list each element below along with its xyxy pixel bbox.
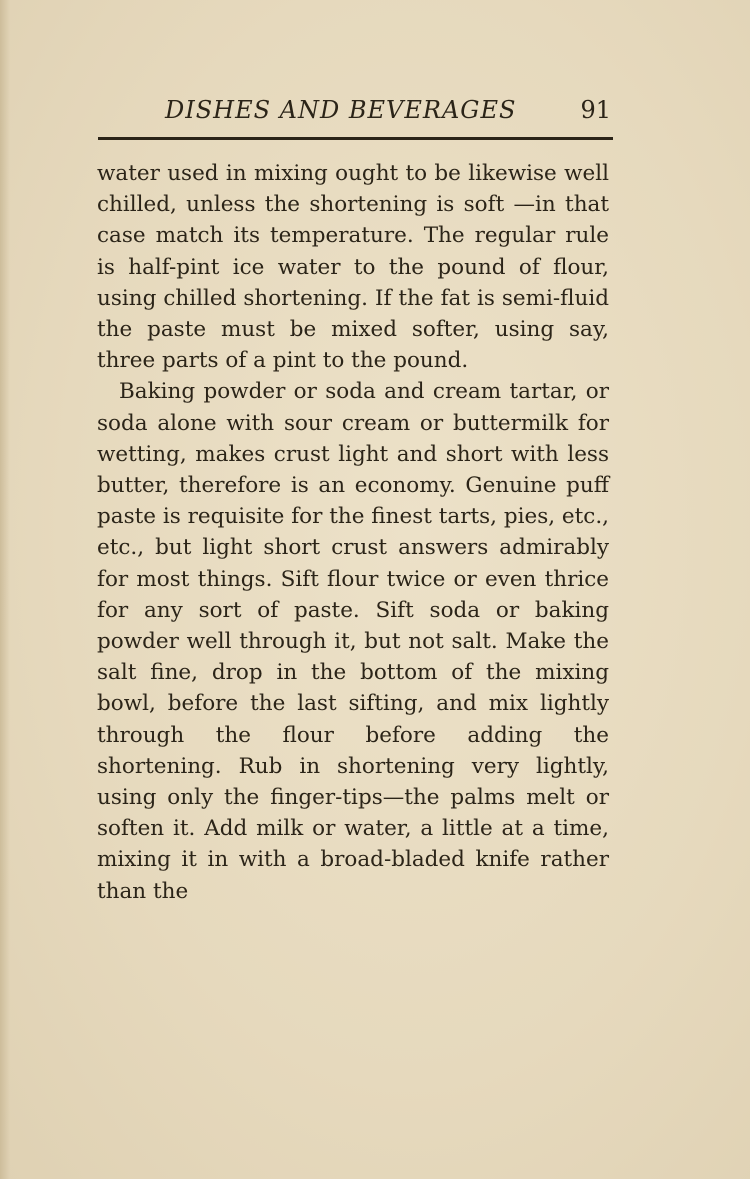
running-head-title: DISHES AND BEVERAGES [165, 96, 517, 124]
running-head [95, 96, 615, 136]
body-text [97, 158, 609, 907]
paragraph-continued: water used in mixing ought to be likewise well chilled, unless the shortening is soft —in that case match its temperature. The regular rule is half-pint ice water to the pound of flour, using chilled shortening. If the fat is semi-fluid the paste must be mixed softer, using say, three parts of a pint to the pound. [97, 161, 609, 374]
header-rule [98, 137, 613, 140]
page-number: 91 [580, 96, 611, 124]
paragraph-baking-powder: Baking powder or soda and cream tartar, or soda alone with sour cream or buttermilk for wetting, makes crust light and short with less butter, therefore is an economy. Genuine puff paste is requisite for the finest tarts, pies, etc., etc., but light short crust answers admirably for most things. Sift flour twice or even thrice for any sort of paste. Sift soda or baking powder well through it, but not salt. Make the salt fine, drop in the bottom of the mixing bowl, before the last sifting, and mix lightly through the flour before adding the shortening. Rub in shortening very lightly, using only the finger-tips—the palms melt or soften it. Add milk or water, a little at a time, mixing it in with a broad-bladed knife rather than the [97, 379, 609, 904]
binding-shadow [0, 0, 10, 1179]
